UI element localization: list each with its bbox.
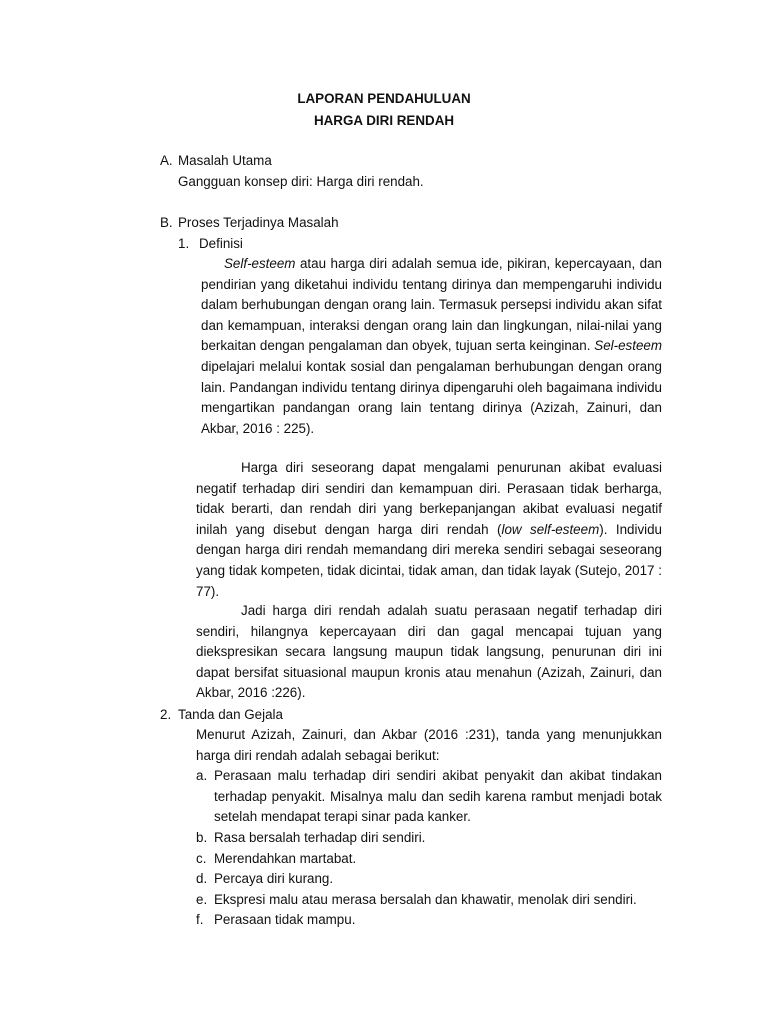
list-item-marker: e. [196, 892, 208, 907]
subsection-2-heading: Tanda dan Gejala [178, 707, 283, 722]
list-item-marker: c. [196, 851, 207, 866]
document-subtitle: HARGA DIRI RENDAH [313, 113, 455, 128]
section-a-marker: A. [160, 153, 173, 168]
section-a-text: Gangguan konsep diri: Harga diri rendah. [178, 174, 424, 189]
list-item: Perasaan malu terhadap diri sendiri akibat penyakit dan akibat tindakan terhadap penyakit. Misalnya malu dan sedih karena rambut menjadi botak setelah mendapat terapi sinar pada kanker. [214, 768, 662, 824]
list-item: Merendahkan martabat. [214, 851, 357, 866]
list-item-marker: a. [196, 768, 208, 783]
section-b-heading: Proses Terjadinya Masalah [178, 215, 339, 230]
document-title: LAPORAN PENDAHULUAN [297, 91, 471, 106]
definition-paragraph-2: Harga diri seseorang dapat mengalami penurunan akibat evaluasi negatif terhadap diri sendiri dan kemampuan diri. Perasaan tidak berharga, tidak berarti, dan rendah diri yang berkepanjangan akibat evaluasi negatif inilah yang disebut dengan harga diri rendah (low self-esteem). Individu dengan harga diri rendah memandang diri mereka sendiri sebagai seseorang yang tidak kompeten, tidak dicintai, tidak aman, dan tidak layak (Sutejo, 2017 : 77). [196, 460, 663, 599]
term-low-self-esteem: low self-esteem [501, 521, 600, 537]
list-item-marker: d. [196, 871, 208, 886]
subsection-1-marker: 1. [178, 236, 190, 251]
list-item: Perasaan tidak mampu. [214, 912, 356, 927]
list-item: Percaya diri kurang. [214, 871, 334, 886]
section-b-marker: B. [160, 215, 173, 230]
list-item-marker: b. [196, 830, 208, 845]
term-sel-esteem: Sel-esteem [594, 338, 662, 354]
list-item: Rasa bersalah terhadap diri sendiri. [214, 830, 426, 845]
definition-paragraph-1: Self-esteem atau harga diri adalah semua ide, pikiran, kepercayaan, dan pendirian yang diketahui individu tentang dirinya dan mempengaruhi individu dalam berhubungan dengan orang lain. Termasuk persepsi individu akan sifat dan kemampuan, interaksi dengan orang lain dan lingkungan, nilai-nilai yang berkaitan dengan pengalaman dan obyek, tujuan serta keinginan. Sel-esteem dipelajari melalui kontak sosial dan pengalaman berhubungan dengan orang lain. Pandangan individu tentang dirinya dipengaruhi oleh bagaimana individu mengartikan pandangan orang lain tentang dirinya (Azizah, Zainuri, dan Akbar, 2016 : 225). [201, 256, 662, 436]
term-self-esteem: Self-esteem [224, 256, 296, 271]
subsection-1-heading: Definisi [199, 236, 243, 251]
subsection-2-marker: 2. [160, 707, 172, 722]
signs-intro: Menurut Azizah, Zainuri, dan Akbar (2016 :231), tanda yang menunjukkan harga diri rendah adalah sebagai berikut: [196, 727, 662, 763]
list-item: Ekspresi malu atau merasa bersalah dan khawatir, menolak diri sendiri. [214, 892, 637, 907]
list-item-marker: f. [196, 912, 204, 927]
section-a-heading: Masalah Utama [178, 153, 272, 168]
definition-paragraph-3: Jadi harga diri rendah adalah suatu perasaan negatif terhadap diri sendiri, hilangnya kepercayaan diri dan gagal mencapai tujuan yang diekspresikan secara langsung maupun tidak langsung, penurunan diri ini dapat bersifat situasional maupun kronis atau menahun (Azizah, Zainuri, dan Akbar, 2016 :226). [196, 603, 662, 701]
